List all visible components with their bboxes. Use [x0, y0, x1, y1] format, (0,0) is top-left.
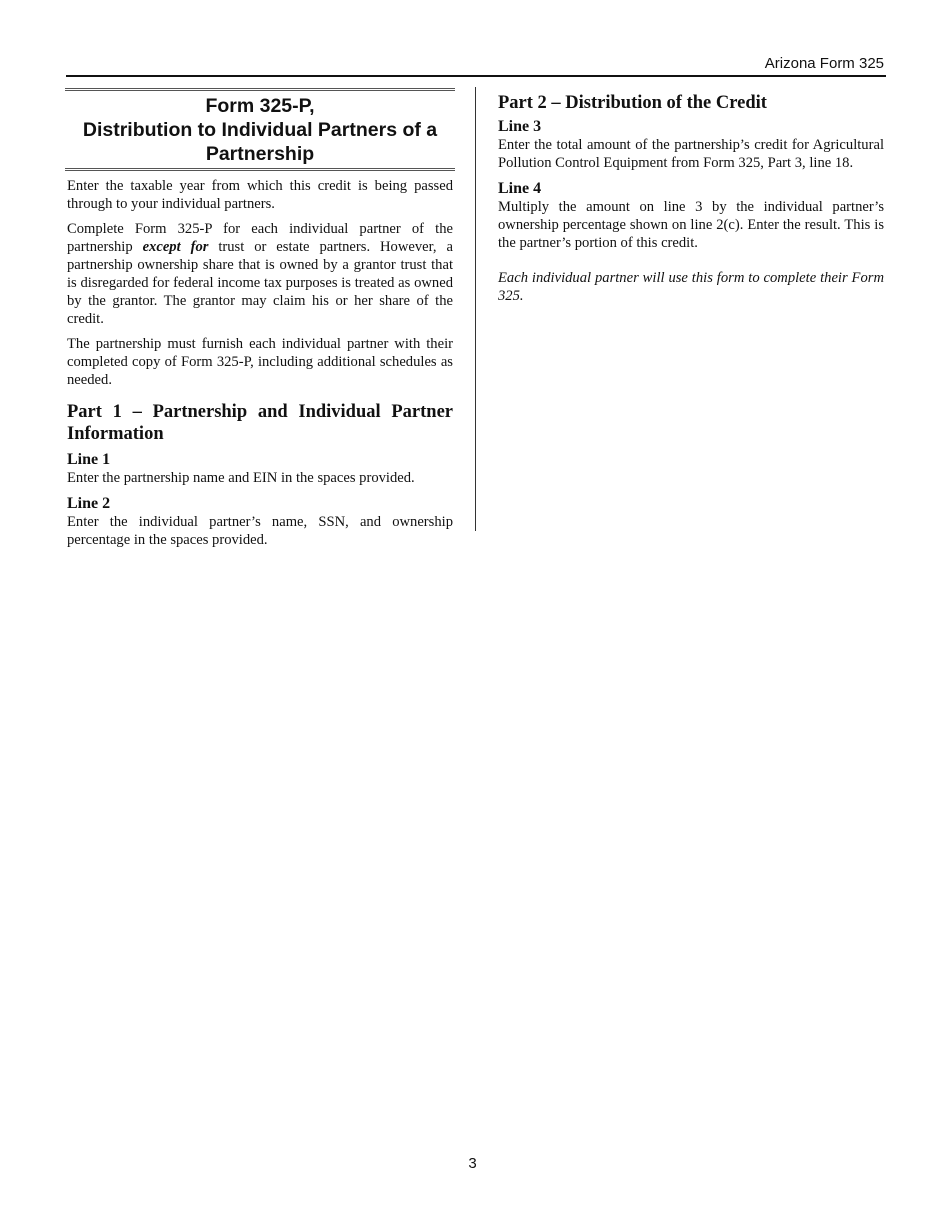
line4-heading: Line 4 [498, 180, 542, 197]
form-title-line-1: Form 325-P, [205, 95, 315, 117]
intro-p2-after: trust or estate partners. However, a partnership ownership share that is owned by a grantor trust that is disregarded for federal income tax purposes is treated as owned by the grantor. The grantor may claim his or her share of the credit. [67, 239, 453, 327]
part1-heading: Part 1 – Partnership and Individual Partner Information [67, 402, 453, 444]
closing-note: Each individual partner will use this form to complete their Form 325. [498, 270, 884, 304]
right-column [498, 92, 884, 312]
form-title-line-3: Partnership [205, 143, 315, 165]
line3-heading: Line 3 [498, 118, 542, 135]
line2-text: Enter the individual partner’s name, SSN, and ownership percentage in the spaces provided. [67, 514, 453, 548]
form-name-header: Arizona Form 325 [764, 55, 884, 72]
line3-text: Enter the total amount of the partnership’s credit for Agricultural Pollution Control Equipment from Form 325, Part 3, line 18. [498, 137, 884, 171]
left-column [67, 88, 453, 556]
header-rule [66, 75, 886, 77]
intro-p2-before: Complete Form 325-P for each individual partner of the partnership [67, 221, 453, 255]
intro-p2-emphasis: except for [142, 239, 209, 255]
line2-heading: Line 2 [67, 495, 111, 512]
intro-paragraph-1: Enter the taxable year from which this credit is being passed through to your individual partners. [67, 178, 453, 212]
page-number: 3 [468, 1155, 477, 1172]
form-title [65, 88, 455, 171]
line4-text: Multiply the amount on line 3 by the individual partner’s ownership percentage shown on line 2(c). Enter the result. This is the partner’s portion of this credit. [498, 199, 884, 251]
intro-paragraph-2 [67, 220, 453, 328]
part2-heading: Part 2 – Distribution of the Credit [498, 93, 767, 113]
line1-text: Enter the partnership name and EIN in the spaces provided. [67, 470, 415, 486]
line1-heading: Line 1 [67, 451, 111, 468]
form-title-line-2: Distribution to Individual Partners of a [82, 119, 438, 141]
column-divider [475, 87, 476, 531]
intro-paragraph-3: The partnership must furnish each individual partner with their completed copy of Form 325-P, including additional schedules as needed. [67, 336, 453, 388]
